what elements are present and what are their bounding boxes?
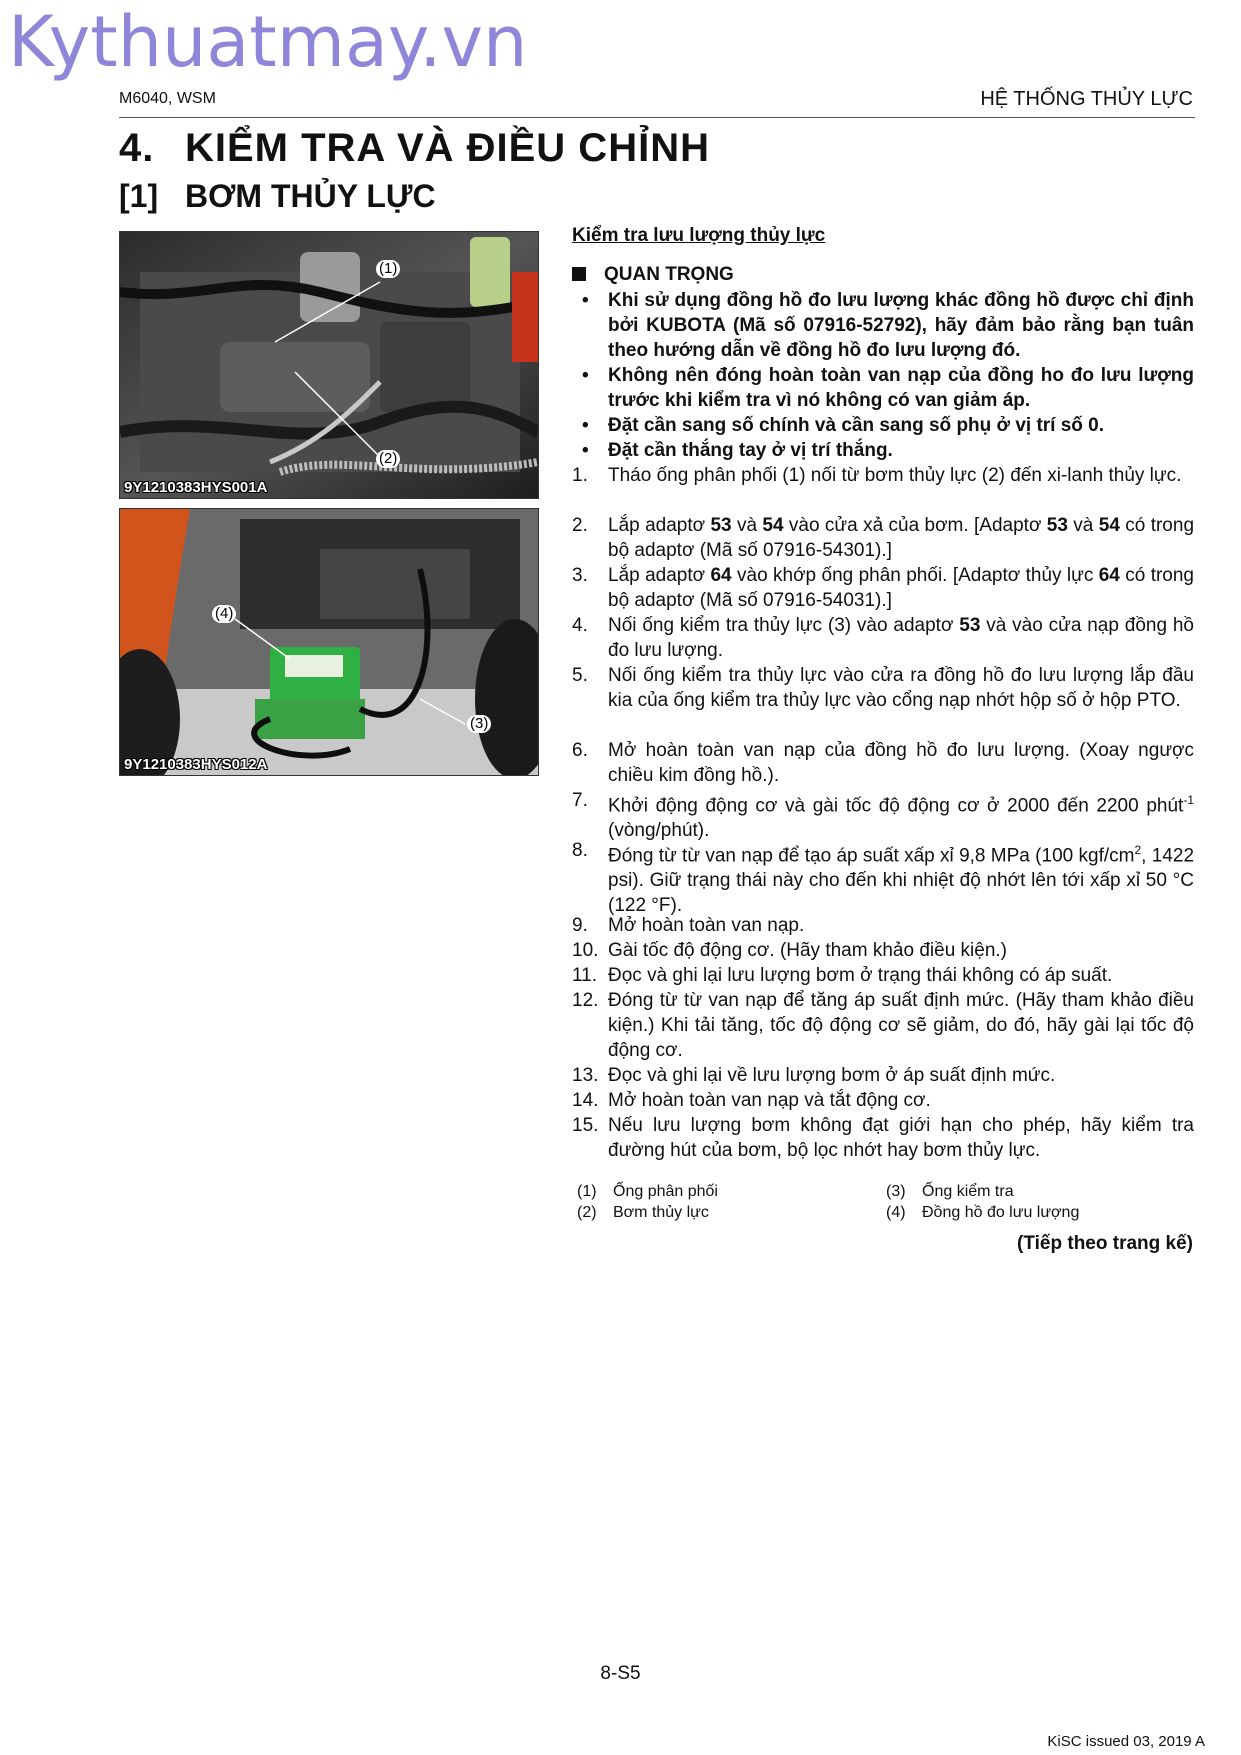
step-item [572,788,1194,843]
bullet-text: Đặt cần thắng tay ở vị trí thắng. [608,440,893,461]
legend-number: (4) [886,1204,906,1221]
subchapter-title: BƠM THỦY LỰC [185,178,436,214]
callout-1: (1) [376,260,400,278]
photo-flow-meter [119,508,539,776]
step-text: Mở hoàn toàn van nạp và tắt động cơ. [608,1090,931,1111]
legend-label: Đồng hồ đo lưu lượng [922,1204,1080,1221]
step-number: 8. [572,840,588,861]
callout-3: (3) [467,715,491,733]
step-number: 12. [572,990,599,1011]
step-text: Mở hoàn toàn van nạp của đồng hồ đo lưu lượng. (Xoay ngược chiều kim đồng hồ.). [608,740,1194,786]
photo-code: 9Y1210383HYS012A [124,756,268,773]
step-text: Nếu lưu lượng bơm không đạt giới hạn cho phép, hãy kiểm tra đường hút của bơm, bộ lọc nhớt hay bơm thủy lực. [608,1115,1194,1161]
step-item [572,513,1194,563]
step-text: Lắp adaptơ 53 và 54 vào cửa xả của bơm. [Adaptơ 53 và 54 có trong bộ adaptơ (Mã số 07916-54301).] [608,515,1195,561]
bullet-dot-icon: • [582,290,589,311]
step-text: Nối ống kiểm tra thủy lực vào cửa ra đồng hồ đo lưu lượng lắp đầu kia của ống kiểm tra thủy lực vào cổng nạp nhớt hộp số ở hộp PTO. [608,665,1194,711]
legend-label: Bơm thủy lực [613,1204,709,1221]
bullet-item [572,363,1194,413]
page-number: 8-S5 [600,1663,641,1684]
bullet-text: Khi sử dụng đồng hồ đo lưu lượng khác đồng hồ được chỉ định bởi KUBOTA (Mã số 07916-52792), hãy đảm bảo rằng bạn tuân theo hướng dẫn về đồng hồ đo lưu lượng đó. [608,290,1194,361]
continued-note: (Tiếp theo trang kế) [1017,1233,1193,1254]
step-item [572,738,1194,788]
step-number: 5. [572,665,588,686]
step-item [572,938,1194,963]
step-number: 11. [572,965,598,986]
chapter-heading [119,126,710,171]
step-item [572,563,1194,613]
step-text: Đọc và ghi lại về lưu lượng bơm ở áp suất định mức. [608,1065,1056,1086]
legend-label: Ống phân phối [613,1183,718,1200]
chapter-title: KIỂM TRA VÀ ĐIỀU CHỈNH [185,126,710,170]
header-section: HỆ THỐNG THỦY LỰC [980,88,1193,110]
bullet-item [572,288,1194,363]
step-text: Tháo ống phân phối (1) nối từ bơm thủy lực (2) đến xi-lanh thủy lực. [608,465,1182,486]
engine-pump-illustration [120,232,538,498]
step-item [572,963,1194,988]
legend-item [577,1183,718,1201]
callout-2: (2) [376,450,400,468]
step-item [572,1113,1194,1163]
section-title: Kiểm tra lưu lượng thủy lực [572,225,826,246]
legend-item [577,1204,709,1222]
step-number: 9. [572,915,588,936]
subchapter-number: [1] [119,178,159,214]
step-text: Đóng từ từ van nạp để tăng áp suất định mức. (Hãy tham khảo điều kiện.) Khi tải tăng, tốc độ động cơ sẽ giảm, do đó, hãy gài lại tốc độ động cơ. [608,990,1194,1061]
subchapter-heading [119,178,436,215]
legend-number: (1) [577,1183,597,1200]
photo-code: 9Y1210383HYS001A [124,479,268,496]
header-model: M6040, WSM [119,90,216,107]
footer-issue: KiSC issued 03, 2019 A [1047,1733,1205,1750]
flow-meter-illustration [120,509,538,775]
step-number: 2. [572,515,588,536]
square-bullet-icon [572,267,586,281]
step-number: 15. [572,1115,599,1136]
bullet-dot-icon: • [582,440,589,461]
step-item [572,988,1194,1063]
step-item [572,1063,1194,1088]
step-item [572,1088,1194,1113]
chapter-number: 4. [119,126,155,170]
step-item [572,913,1194,938]
bullet-item [572,438,1194,463]
step-item [572,463,1194,488]
step-number: 6. [572,740,588,761]
step-number: 7. [572,790,588,811]
step-number: 13. [572,1065,599,1086]
step-text: Nối ống kiểm tra thủy lực (3) vào adaptơ 53 và vào cửa nạp đồng hồ đo lưu lượng. [608,615,1194,661]
step-number: 14. [572,1090,599,1111]
bullet-text: Không nên đóng hoàn toàn van nạp của đồng ho đo lưu lượng trước khi kiểm tra vì nó không có van giảm áp. [608,365,1194,411]
step-text: Gài tốc độ động cơ. (Hãy tham khảo điều kiện.) [608,940,1007,961]
header-rule [119,117,1195,118]
step-number: 1. [572,465,588,486]
step-text: Mở hoàn toàn van nạp. [608,915,805,936]
step-item [572,613,1194,663]
step-item [572,838,1194,918]
legend-number: (3) [886,1183,906,1200]
photo-hydraulic-pump [119,231,539,499]
legend-item [886,1204,1079,1222]
watermark: Kythuatmay.vn [8,1,528,83]
important-label: QUAN TRỌNG [604,264,734,285]
step-text: Đóng từ từ van nạp để tạo áp suất xấp xỉ 9,8 MPa (100 kgf/$cm^2$, 1422 psi). Giữ trạng thái này cho đến khi nhiệt độ nhớt lên tới xấp xỉ 50 °C (122 °F). [608,843,1195,917]
legend-number: (2) [577,1204,597,1221]
step-text: Đọc và ghi lại lưu lượng bơm ở trạng thái không có áp suất. [608,965,1113,986]
legend-label: Ống kiểm tra [922,1183,1014,1200]
bullet-dot-icon: • [582,415,589,436]
bullet-text: Đặt cần sang số chính và cần sang số phụ ở vị trí số 0. [608,415,1105,436]
step-text: Khởi động động cơ và gài tốc độ động cơ ở 2000 đến 2200 phút$^{-1}$ (vòng/phút). [608,793,1194,842]
important-heading [572,264,734,286]
step-number: 4. [572,615,588,636]
bullet-dot-icon: • [582,365,589,386]
legend-item [886,1183,1014,1201]
step-number: 3. [572,565,588,586]
step-text: Lắp adaptơ 64 vào khớp ống phân phối. [Adaptơ thủy lực 64 có trong bộ adaptơ (Mã số 07916-54031).] [608,565,1194,611]
callout-4: (4) [212,605,236,623]
step-item [572,663,1194,713]
step-number: 10. [572,940,599,961]
bullet-item [572,413,1194,438]
